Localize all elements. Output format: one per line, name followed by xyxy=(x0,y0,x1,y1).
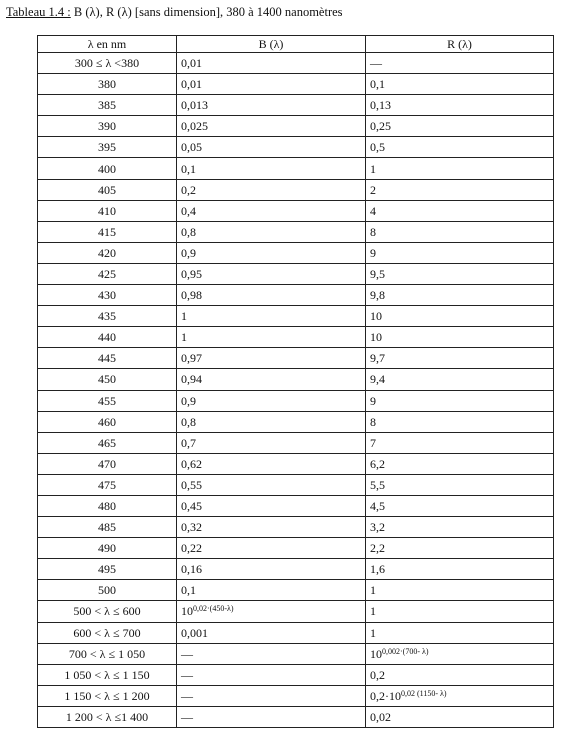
table-row xyxy=(38,348,554,369)
cell-b: 0,98 xyxy=(177,285,366,306)
cell-b: 0,01 xyxy=(177,74,366,95)
cell-b: 0,8 xyxy=(177,411,366,432)
cell-r: 0,2 xyxy=(366,664,554,685)
cell-lambda: 470 xyxy=(38,453,177,474)
cell-lambda: 460 xyxy=(38,411,177,432)
table-row xyxy=(38,601,554,622)
cell-lambda: 495 xyxy=(38,559,177,580)
cell-r: 0,25 xyxy=(366,116,554,137)
cell-lambda: 300 ≤ λ <380 xyxy=(38,53,177,74)
cell-r: 8 xyxy=(366,221,554,242)
cell-r: 3,2 xyxy=(366,517,554,538)
cell-r: 9,8 xyxy=(366,285,554,306)
table-row xyxy=(38,179,554,200)
cell-r: 4 xyxy=(366,200,554,221)
table-row xyxy=(38,263,554,284)
cell-r: 4,5 xyxy=(366,495,554,516)
cell-b: — xyxy=(177,643,366,664)
table-row xyxy=(38,285,554,306)
table-row xyxy=(38,538,554,559)
table-row xyxy=(38,390,554,411)
cell-r-base: 10 xyxy=(370,646,382,661)
cell-r: 1,6 xyxy=(366,559,554,580)
table-row xyxy=(38,74,554,95)
cell-r: — xyxy=(366,53,554,74)
table-row xyxy=(38,242,554,263)
cell-r: 0,13 xyxy=(366,95,554,116)
cell-r: 9,7 xyxy=(366,348,554,369)
cell-lambda: 415 xyxy=(38,221,177,242)
table-row xyxy=(38,432,554,453)
column-header-lambda: λ en nm xyxy=(38,36,177,53)
cell-b: 0,001 xyxy=(177,622,366,643)
table-caption-text: B (λ), R (λ) [sans dimension], 380 à 1400 nanomètres xyxy=(70,5,343,19)
cell-lambda: 440 xyxy=(38,327,177,348)
cell-b: 0,97 xyxy=(177,348,366,369)
cell-b: 0,2 xyxy=(177,179,366,200)
table-row xyxy=(38,706,554,727)
cell-r: 10 xyxy=(366,306,554,327)
table-caption xyxy=(6,5,343,20)
cell-r-exponent: 0,002·(700- λ) xyxy=(382,646,429,656)
table-row xyxy=(38,474,554,495)
cell-b: — xyxy=(177,706,366,727)
cell-r: 9,5 xyxy=(366,263,554,284)
cell-lambda: 395 xyxy=(38,137,177,158)
cell-lambda: 1 150 < λ ≤ 1 200 xyxy=(38,685,177,706)
table-row xyxy=(38,685,554,706)
table-row xyxy=(38,517,554,538)
cell-lambda: 380 xyxy=(38,74,177,95)
cell-lambda: 600 < λ ≤ 700 xyxy=(38,622,177,643)
cell-lambda: 475 xyxy=(38,474,177,495)
table-header-row xyxy=(38,36,554,53)
cell-b: 0,025 xyxy=(177,116,366,137)
cell-lambda: 485 xyxy=(38,517,177,538)
cell-r-base: 0,2·10 xyxy=(370,688,401,703)
cell-r: 6,2 xyxy=(366,453,554,474)
column-header-b: B (λ) xyxy=(177,36,366,53)
table-row xyxy=(38,369,554,390)
table-body xyxy=(38,53,554,728)
cell-lambda: 490 xyxy=(38,538,177,559)
table-row xyxy=(38,559,554,580)
cell-r: 8 xyxy=(366,411,554,432)
table-row xyxy=(38,411,554,432)
cell-b: 0,62 xyxy=(177,453,366,474)
cell-lambda: 390 xyxy=(38,116,177,137)
cell-lambda: 445 xyxy=(38,348,177,369)
cell-lambda: 405 xyxy=(38,179,177,200)
cell-lambda: 1 200 < λ ≤1 400 xyxy=(38,706,177,727)
column-header-r: R (λ) xyxy=(366,36,554,53)
cell-r-exponent: 0,02 (1150- λ) xyxy=(401,688,447,698)
table-row xyxy=(38,116,554,137)
cell-b: 0,4 xyxy=(177,200,366,221)
cell-lambda: 425 xyxy=(38,263,177,284)
cell-lambda: 435 xyxy=(38,306,177,327)
cell-lambda: 480 xyxy=(38,495,177,516)
cell-lambda: 455 xyxy=(38,390,177,411)
cell-r: 9 xyxy=(366,390,554,411)
cell-r: 1 xyxy=(366,601,554,622)
cell-r: 1 xyxy=(366,622,554,643)
cell-r: 0,1 xyxy=(366,74,554,95)
cell-lambda: 500 xyxy=(38,580,177,601)
cell-b: 0,1 xyxy=(177,580,366,601)
cell-lambda: 1 050 < λ ≤ 1 150 xyxy=(38,664,177,685)
cell-r: 7 xyxy=(366,432,554,453)
cell-b: 1 xyxy=(177,327,366,348)
cell-b: 0,7 xyxy=(177,432,366,453)
cell-lambda: 420 xyxy=(38,242,177,263)
cell-b: 0,95 xyxy=(177,263,366,284)
table-row xyxy=(38,664,554,685)
table-row xyxy=(38,53,554,74)
cell-lambda: 465 xyxy=(38,432,177,453)
table-row xyxy=(38,580,554,601)
data-table xyxy=(37,35,554,728)
cell-b-base: 10 xyxy=(181,604,193,619)
cell-b: 0,55 xyxy=(177,474,366,495)
table-row xyxy=(38,495,554,516)
cell-b: 0,94 xyxy=(177,369,366,390)
table-row xyxy=(38,306,554,327)
table-row xyxy=(38,95,554,116)
cell-r: 2,2 xyxy=(366,538,554,559)
cell-b: 0,16 xyxy=(177,559,366,580)
cell-lambda: 410 xyxy=(38,200,177,221)
cell-b: 0,45 xyxy=(177,495,366,516)
cell-lambda: 700 < λ ≤ 1 050 xyxy=(38,643,177,664)
cell-r: 5,5 xyxy=(366,474,554,495)
cell-b: 1 xyxy=(177,306,366,327)
cell-lambda: 500 < λ ≤ 600 xyxy=(38,601,177,622)
cell-b: 0,8 xyxy=(177,221,366,242)
cell-b: — xyxy=(177,664,366,685)
cell-b: 0,9 xyxy=(177,390,366,411)
cell-b: 0,05 xyxy=(177,137,366,158)
table-row xyxy=(38,327,554,348)
cell-r: 0,02 xyxy=(366,706,554,727)
cell-b: 0,22 xyxy=(177,538,366,559)
cell-lambda: 385 xyxy=(38,95,177,116)
cell-r: 1 xyxy=(366,158,554,179)
cell-b-exponent: 0,02·(450-λ) xyxy=(193,604,234,614)
table-row xyxy=(38,643,554,664)
cell-b: 0,1 xyxy=(177,158,366,179)
cell-lambda: 450 xyxy=(38,369,177,390)
cell-r: 1 xyxy=(366,580,554,601)
cell-b: 0,9 xyxy=(177,242,366,263)
cell-b xyxy=(177,601,366,622)
cell-b: 0,01 xyxy=(177,53,366,74)
cell-r: 9,4 xyxy=(366,369,554,390)
cell-r xyxy=(366,643,554,664)
table-caption-label: Tableau 1.4 : xyxy=(6,5,71,19)
cell-b: 0,013 xyxy=(177,95,366,116)
cell-lambda: 400 xyxy=(38,158,177,179)
cell-b: 0,32 xyxy=(177,517,366,538)
table-row xyxy=(38,221,554,242)
cell-r: 10 xyxy=(366,327,554,348)
table-row xyxy=(38,158,554,179)
cell-r xyxy=(366,685,554,706)
table-row xyxy=(38,137,554,158)
cell-r: 2 xyxy=(366,179,554,200)
table-row xyxy=(38,453,554,474)
cell-r: 9 xyxy=(366,242,554,263)
table-row xyxy=(38,622,554,643)
cell-lambda: 430 xyxy=(38,285,177,306)
table-row xyxy=(38,200,554,221)
cell-b: — xyxy=(177,685,366,706)
cell-r: 0,5 xyxy=(366,137,554,158)
